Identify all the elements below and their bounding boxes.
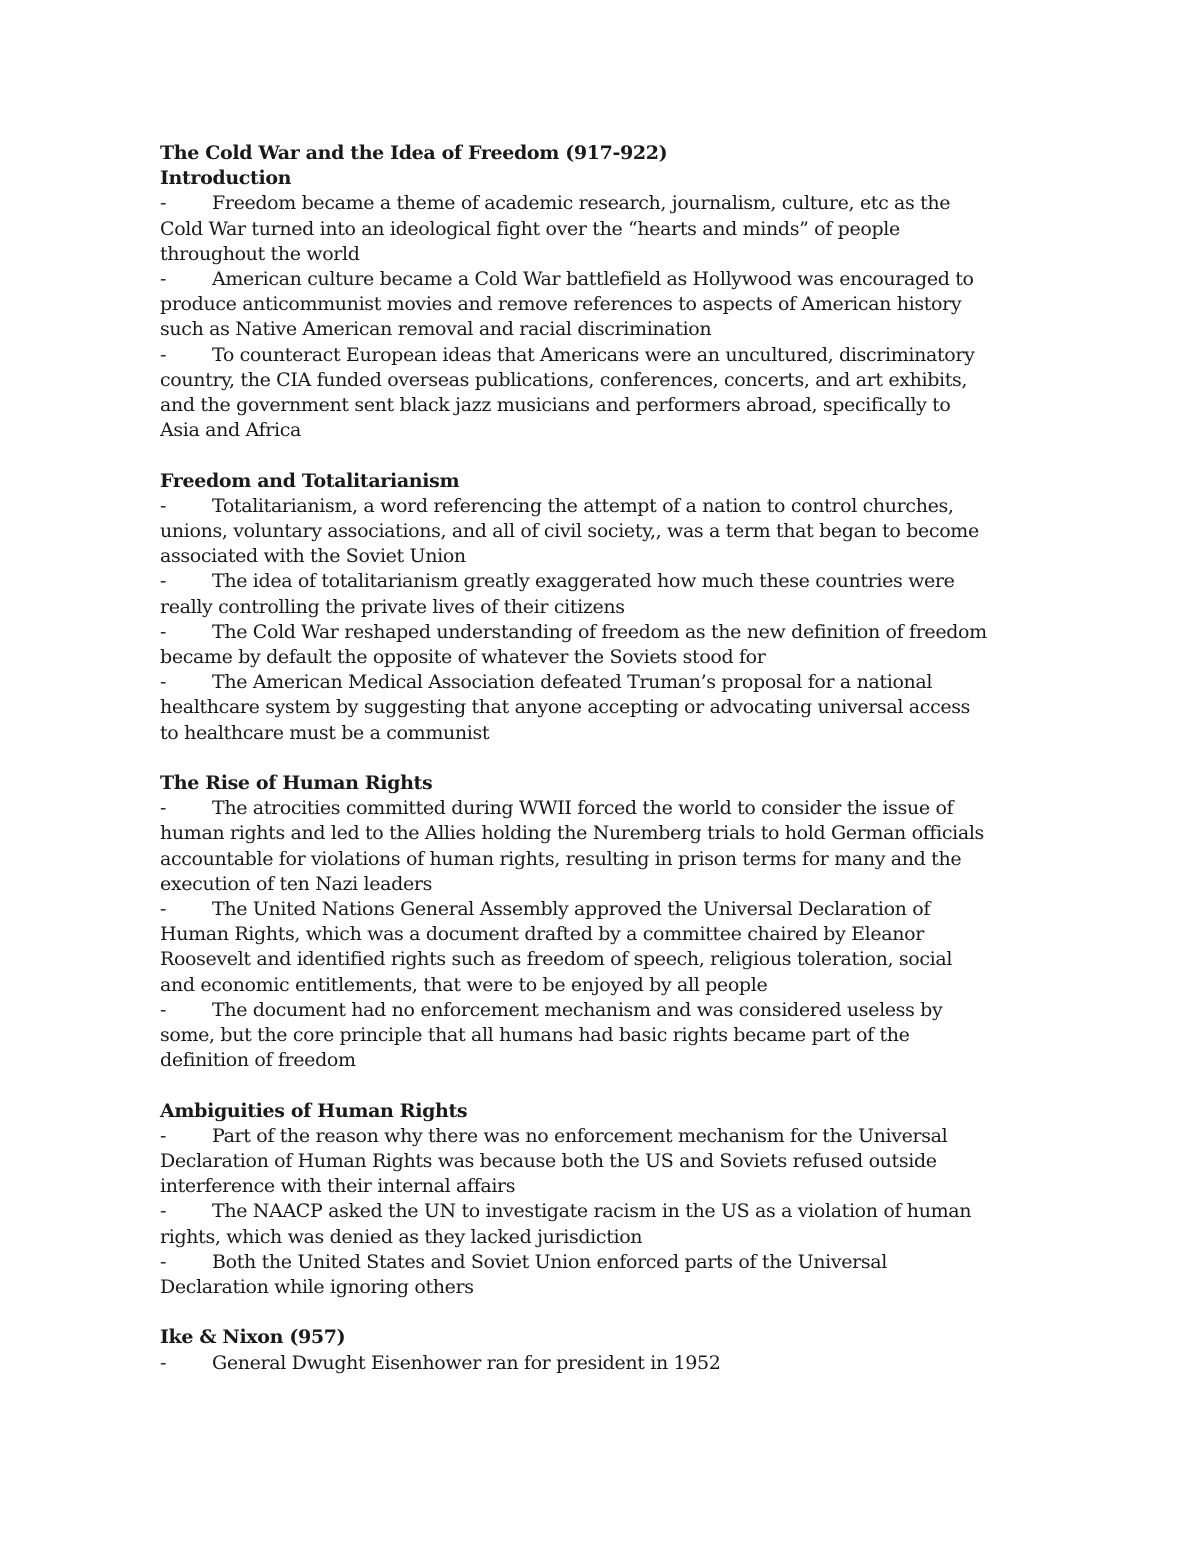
dash-marker: - [160, 898, 167, 921]
bullet-item [160, 1250, 990, 1300]
bullet-text: Totalitarianism, a word referencing the attempt of a nation to control churches, unions, voluntary associations, and all of civil society,, was a term that began to become associated with the Soviet Union [160, 494, 979, 568]
bullet-item [160, 1124, 990, 1200]
bullet-text: Freedom became a theme of academic research, journalism, culture, etc as the Cold War turned into an ideological fight over the “hearts and minds” of people throughout the world [160, 192, 951, 265]
dash-marker: - [160, 343, 167, 366]
section-rise-of-human-rights [160, 771, 990, 1073]
bullet-item [160, 1351, 990, 1376]
bullet-text: The Cold War reshaped understanding of freedom as the new definition of freedom became by default the opposite of whatever the Soviets stood for [160, 620, 987, 669]
bullet-text: The American Medical Association defeated Truman’s proposal for a national healthcare system by suggesting that anyone accepting or advocating universal access to healthcare must be a communist [160, 671, 971, 744]
dash-marker: - [160, 1200, 167, 1223]
dash-marker: - [160, 192, 167, 215]
section-heading: The Rise of Human Rights [160, 772, 433, 795]
section-introduction [160, 166, 990, 443]
bullet-item [160, 670, 990, 746]
dash-marker: - [160, 671, 167, 694]
bullet-text: American culture became a Cold War battlefield as Hollywood was encouraged to produce anticommunist movies and remove references to aspects of American history such as Native American removal and racial discrimination [160, 268, 974, 341]
bullet-text: The atrocities committed during WWII forced the world to consider the issue of human rights and led to the Allies holding the Nuremberg trials to hold German officials accountable for violations of human rights, resulting in prison terms for many and the execution of ten Nazi leaders [160, 797, 984, 895]
bullet-text: The NAACP asked the UN to investigate racism in the US as a violation of human rights, which was denied as they lacked jurisdiction [160, 1200, 972, 1248]
dash-marker: - [160, 1124, 167, 1147]
bullet-item [160, 897, 990, 998]
bullet-item [160, 343, 990, 444]
bullet-item [160, 267, 990, 343]
bullet-text: Both the United States and Soviet Union enforced parts of the Universal Declaration while ignoring others [160, 1250, 887, 1299]
bullet-text: The United Nations General Assembly approved the Universal Declaration of Human Rights, which was a document drafted by a committee chaired by Eleanor Roosevelt and identified rights such as freedom of speech, religious toleration, social and economic entitlements, that were to be enjoyed by all people [160, 898, 953, 996]
bullet-item [160, 796, 990, 897]
section-heading: Ike & Nixon (957) [160, 1326, 346, 1349]
bullet-text: The document had no enforcement mechanism and was considered useless by some, but the core principle that all humans had basic rights became part of the definition of freedom [160, 998, 943, 1072]
section-heading: Freedom and Totalitarianism [160, 469, 460, 492]
bullet-text: Part of the reason why there was no enforcement mechanism for the Universal Declaration of Human Rights was because both the US and Soviets refused outside interference with their internal affairs [160, 1124, 948, 1198]
section-ambiguities-human-rights [160, 1099, 990, 1301]
dash-marker: - [160, 1250, 167, 1273]
dash-marker: - [160, 1351, 167, 1374]
section-ike-nixon [160, 1325, 990, 1375]
dash-marker: - [160, 268, 167, 291]
bullet-item [160, 1199, 990, 1249]
section-heading: Introduction [160, 167, 292, 190]
dash-marker: - [160, 620, 167, 643]
document-title: The Cold War and the Idea of Freedom (917-922) [160, 142, 668, 164]
section-freedom-totalitarianism [160, 469, 990, 746]
bullet-item [160, 998, 990, 1074]
section-heading: Ambiguities of Human Rights [160, 1099, 468, 1122]
bullet-item [160, 494, 990, 570]
document-page [160, 141, 990, 1401]
dash-marker: - [160, 998, 167, 1021]
bullet-text: General Dwught Eisenhower ran for president in 1952 [212, 1351, 721, 1374]
dash-marker: - [160, 797, 167, 820]
bullet-item [160, 569, 990, 619]
bullet-text: The idea of totalitarianism greatly exaggerated how much these countries were really controlling the private lives of their citizens [160, 570, 955, 618]
dash-marker: - [160, 570, 167, 593]
dash-marker: - [160, 494, 167, 517]
bullet-item [160, 620, 990, 670]
bullet-item [160, 191, 990, 267]
bullet-text: To counteract European ideas that Americans were an uncultured, discriminatory country, the CIA funded overseas publications, conferences, concerts, and art exhibits, and the government sent black jazz musicians and performers abroad, specifically to Asia and Africa [160, 343, 975, 442]
